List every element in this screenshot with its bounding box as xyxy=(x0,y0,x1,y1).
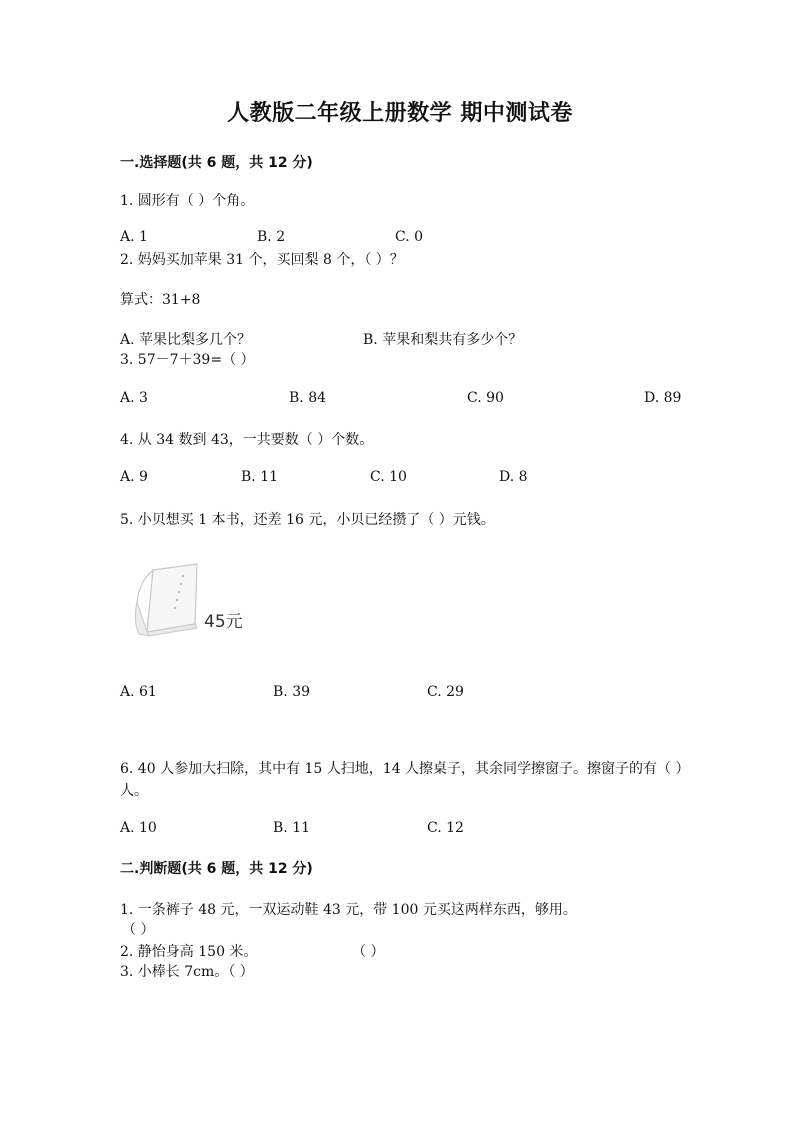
q2-option-b: B. 苹果和梨共有多少个？ xyxy=(363,332,523,348)
q1-option-b: B. 2 xyxy=(257,229,286,245)
q5-option-c: C. 29 xyxy=(427,684,464,700)
q6-option-c: C. 12 xyxy=(427,820,464,836)
judgment-1: 1. 一条裤子 48 元，一双运动鞋 43 元，带 100 元买这两样东西，够用。 xyxy=(120,902,577,918)
q3-option-b: B. 84 xyxy=(289,390,327,406)
judgment-2: 2. 静怡身高 150 米。 xyxy=(120,944,258,960)
q6-option-b: B. 11 xyxy=(273,820,311,836)
q5-option-a: A. 61 xyxy=(120,684,157,700)
judgment-1-blank: （ ） xyxy=(122,922,155,938)
question-3: 3. 57－7＋39=（ ） xyxy=(120,352,255,368)
q4-option-d: D. 8 xyxy=(499,469,528,485)
question-1: 1. 圆形有（ ）个角。 xyxy=(120,193,255,209)
q6-option-a: A. 10 xyxy=(120,820,157,836)
q1-option-c: C. 0 xyxy=(395,229,424,245)
section-heading-choice: 一.选择题(共 6 题，共 12 分) xyxy=(120,155,313,171)
q4-option-c: C. 10 xyxy=(370,469,407,485)
q5-option-b: B. 39 xyxy=(273,684,311,700)
question-6: 6. 40 人参加大扫除，其中有 15 人扫地，14 人擦桌子，其余同学擦窗子。擦窗子的有（ ）人。 xyxy=(120,761,690,799)
judgment-2-blank: （ ） xyxy=(352,944,385,960)
section-heading-judgment: 二.判断题(共 6 题，共 12 分) xyxy=(120,861,313,877)
q3-option-d: D. 89 xyxy=(644,390,682,406)
q2-formula: 算式：31+8 xyxy=(120,292,201,308)
question-2: 2. 妈妈买加苹果 31 个，买回梨 8 个，（ ）？ xyxy=(120,252,404,268)
q1-option-a: A. 1 xyxy=(120,229,148,245)
q4-option-b: B. 11 xyxy=(241,469,279,485)
question-5: 5. 小贝想买 1 本书，还差 16 元，小贝已经攒了（ ）元钱。 xyxy=(120,512,495,528)
question-4: 4. 从 34 数到 43，一共要数（ ）个数。 xyxy=(120,432,374,448)
book-price-label: 45元 xyxy=(204,612,243,632)
q2-option-a: A. 苹果比梨多几个？ xyxy=(120,332,252,348)
judgment-3: 3. 小棒长 7cm。（ ） xyxy=(120,964,254,980)
q4-option-a: A. 9 xyxy=(120,469,148,485)
q3-option-c: C. 90 xyxy=(467,390,504,406)
q3-option-a: A. 3 xyxy=(120,390,148,406)
page-title: 人教版二年级上册数学 期中测试卷 xyxy=(227,101,573,126)
